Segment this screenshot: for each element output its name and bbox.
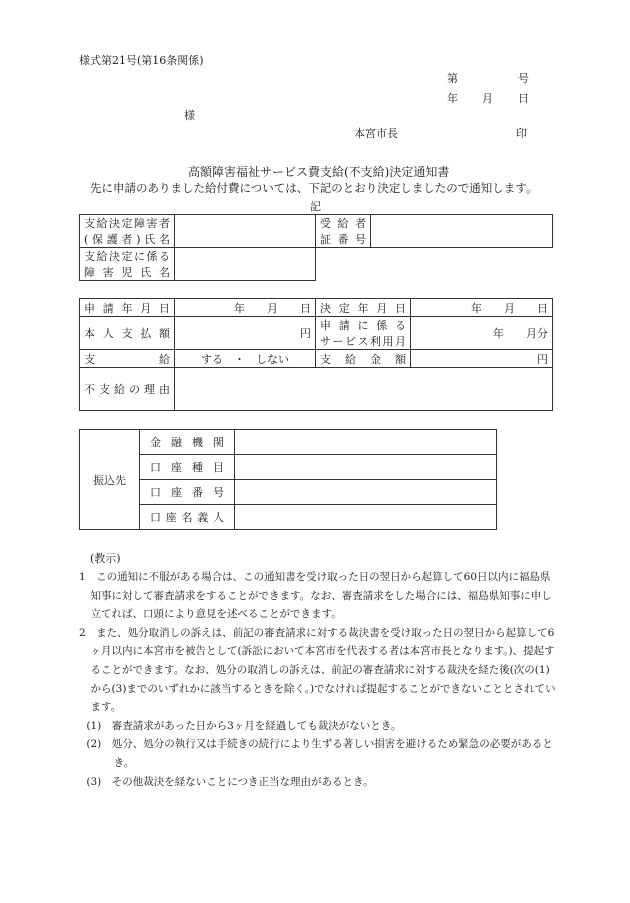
decision-date-label: 決定年月日 bbox=[316, 299, 411, 317]
payment-label: 支 給 bbox=[80, 350, 175, 368]
transfer-label: 振込先 bbox=[80, 430, 140, 530]
seal-mark: 印 bbox=[516, 127, 527, 140]
decision-date-field[interactable]: 年 月 日 bbox=[411, 299, 553, 317]
notice-sub-3: (3) その他裁決を経ないことにつき正当な理由があるとき。 bbox=[86, 775, 374, 788]
service-month-label-line2: サービス利用月 bbox=[320, 335, 406, 348]
bank-field[interactable] bbox=[235, 430, 497, 455]
recipient-label-line2: 証番号 bbox=[320, 233, 366, 246]
notice-sub-1: (1) 審査請求があった日から3ヶ月を経過しても裁決がないとき。 bbox=[86, 719, 402, 732]
application-date-field[interactable]: 年 月 日 bbox=[175, 299, 316, 317]
account-holder-field[interactable] bbox=[235, 505, 497, 530]
account-number-label: 口座番号 bbox=[140, 480, 235, 505]
account-holder-label: 口座名義人 bbox=[140, 505, 235, 530]
account-type-field[interactable] bbox=[235, 455, 497, 480]
recipient-number-field[interactable] bbox=[371, 215, 553, 248]
bank-transfer-table bbox=[79, 429, 497, 530]
issuer-name: 本宮市長 bbox=[354, 127, 398, 140]
child-label-line1: 支給決定に係る bbox=[84, 250, 170, 263]
notice-body bbox=[79, 568, 557, 791]
guardian-name-field[interactable] bbox=[175, 215, 316, 248]
date-year-label: 年 bbox=[447, 92, 458, 105]
recipient-label-cell bbox=[316, 215, 371, 248]
ki-heading: 記 bbox=[310, 200, 321, 213]
child-name-field[interactable] bbox=[175, 248, 316, 281]
self-pay-field[interactable]: 円 bbox=[175, 317, 316, 350]
applicant-table bbox=[79, 214, 553, 281]
guardian-label-line2: (保護者)氏名 bbox=[84, 233, 170, 246]
child-label-cell bbox=[80, 248, 175, 281]
date-day-label: 日 bbox=[518, 92, 529, 105]
service-month-label-line1: 申請に係る bbox=[320, 319, 406, 332]
non-payment-reason-label: 不支給の理由 bbox=[80, 368, 175, 411]
recipient-label-line1: 受給者 bbox=[320, 217, 366, 230]
payment-amount-label: 支給金額 bbox=[316, 350, 411, 368]
account-number-field[interactable] bbox=[235, 480, 497, 505]
self-pay-label: 本人支払額 bbox=[80, 317, 175, 350]
doc-number-prefix: 第 bbox=[447, 72, 458, 85]
addressee-suffix: 様 bbox=[184, 109, 195, 122]
decision-table bbox=[79, 298, 553, 411]
intro-text: 先に申請のありました給付費については、下記のとおり決定しましたので通知します。 bbox=[90, 181, 538, 195]
account-type-label: 口座種目 bbox=[140, 455, 235, 480]
service-month-label-cell bbox=[316, 317, 411, 350]
notice-item-1: 1 この通知に不服がある場合は、この通知書を受け取った日の翌日から起算して60日以内に福島県知事に対して審査請求をすることができます。なお、審査請求をした場合には、福島県知事に申し立てれば、口頭により意見を述べることができます。 bbox=[79, 571, 552, 621]
payment-amount-field[interactable]: 円 bbox=[411, 350, 553, 368]
document-title: 高額障害福祉サービス費支給(不支給)決定通知書 bbox=[188, 165, 450, 179]
empty-cell bbox=[316, 248, 553, 281]
guardian-label-cell bbox=[80, 215, 175, 248]
doc-number-suffix: 号 bbox=[518, 72, 529, 85]
notice-heading: (教示) bbox=[90, 552, 121, 565]
guardian-label-line1: 支給決定障害者 bbox=[84, 217, 170, 230]
notice-item-2: 2 また、処分取消しの訴えは、前記の審査請求に対する裁決書を受け取った日の翌日から起算して6ヶ月以内に本宮市を被告として(訴訟において本宮市を代表する者は本宮市長となります。)、提起することができます。なお、処分の取消しの訴えは、前記の審査請求に対する裁決を経た後(次の(1)から(3)までのいずれかに該当するときを除く。)でなければ提起することができないこととされています。 bbox=[79, 626, 556, 714]
child-label-line2: 障害児氏名 bbox=[84, 266, 170, 279]
non-payment-reason-field[interactable] bbox=[175, 368, 553, 411]
service-month-field[interactable]: 年 月分 bbox=[411, 317, 553, 350]
notice-sub-2: (2) 処分、処分の執行又は手続きの続行により生ずる著しい損害を避けるため緊急の必要があるとき。 bbox=[86, 738, 553, 769]
application-date-label: 申請年月日 bbox=[80, 299, 175, 317]
bank-label: 金融機関 bbox=[140, 430, 235, 455]
payment-choice[interactable]: する ・ しない bbox=[175, 350, 316, 368]
date-month-label: 月 bbox=[482, 92, 493, 105]
form-number: 様式第21号(第16条関係) bbox=[79, 54, 204, 67]
